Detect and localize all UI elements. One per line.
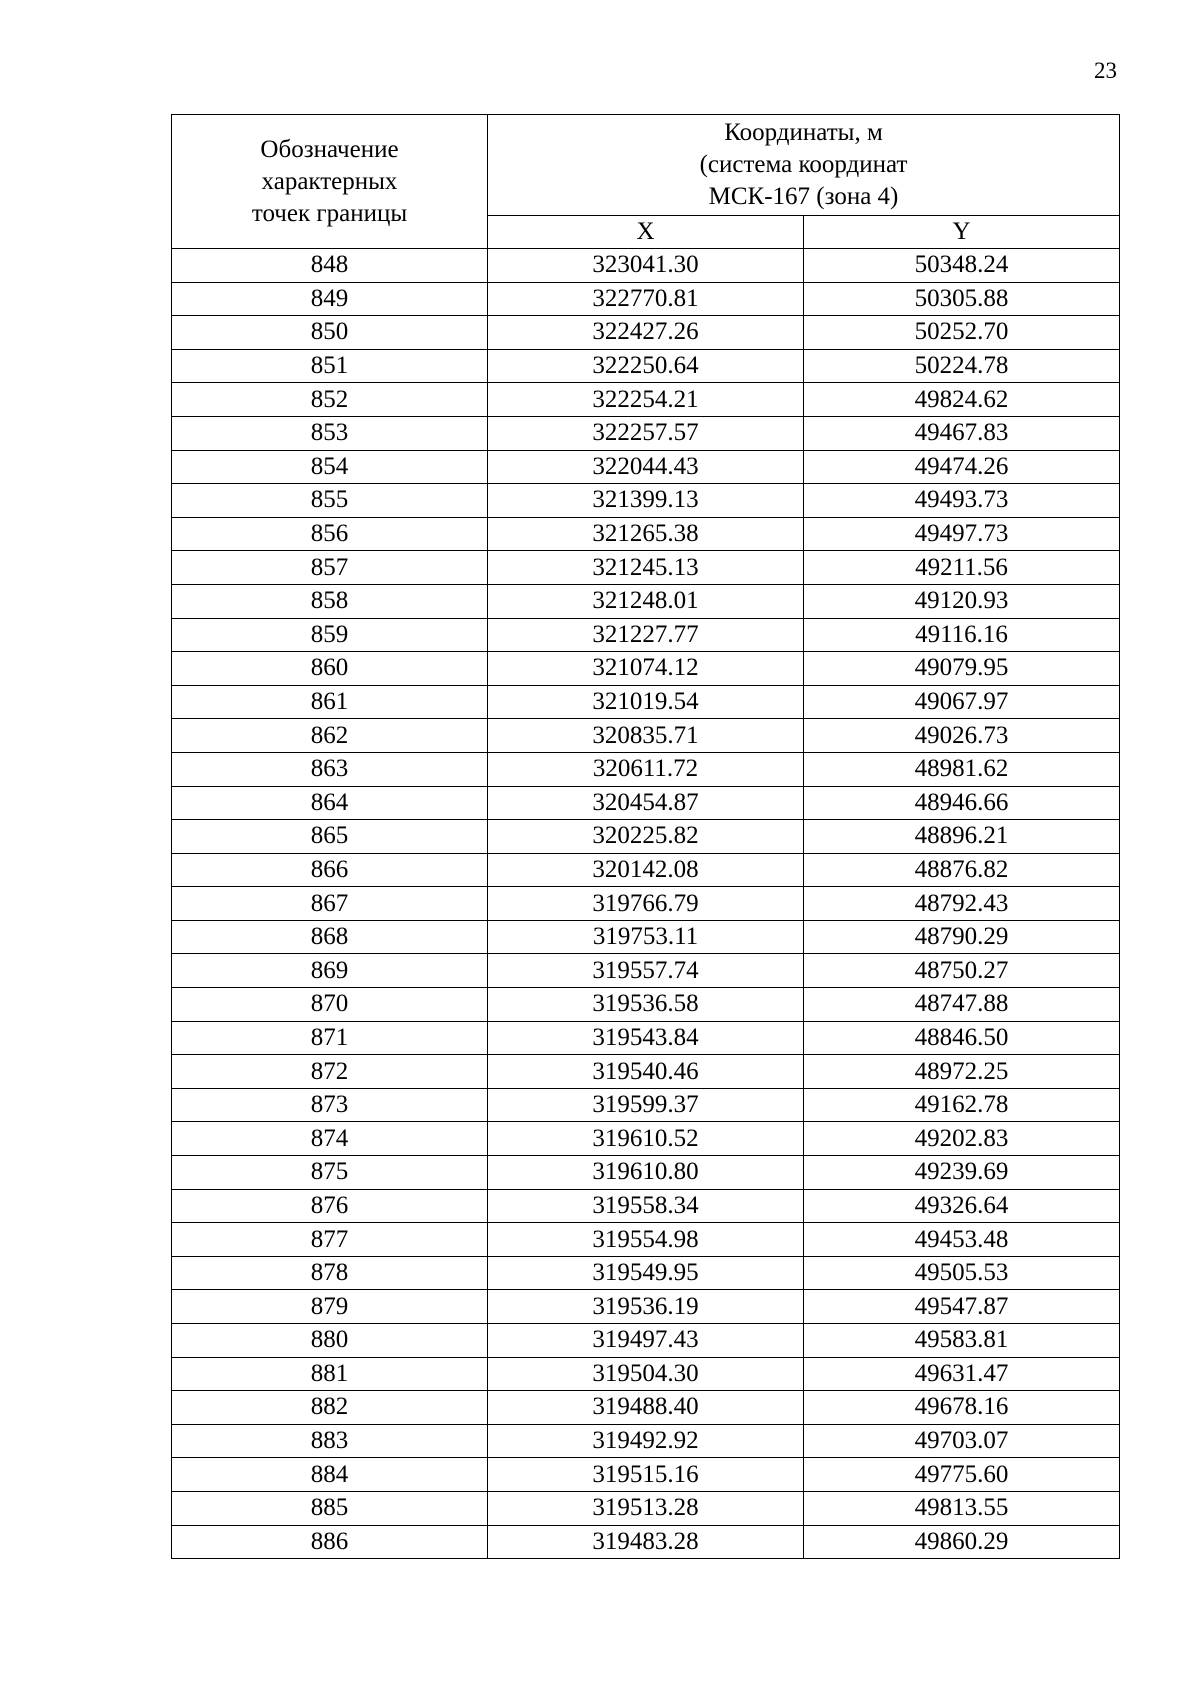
cell-y: 48747.88: [804, 988, 1120, 1022]
cell-y: 48750.27: [804, 954, 1120, 988]
cell-point: 857: [172, 551, 488, 585]
table-row: [172, 1088, 1120, 1122]
cell-point: 862: [172, 719, 488, 753]
cell-y: 48876.82: [804, 853, 1120, 887]
table-row: [172, 1458, 1120, 1492]
table-row: [172, 316, 1120, 350]
table-row: [172, 652, 1120, 686]
header-coordinates-group: [488, 115, 1120, 216]
table-row: [172, 1189, 1120, 1223]
table-row: [172, 954, 1120, 988]
cell-y: 49067.97: [804, 685, 1120, 719]
table-body: [172, 249, 1120, 1559]
cell-x: 319488.40: [488, 1391, 804, 1425]
table-row: [172, 920, 1120, 954]
table-row: [172, 484, 1120, 518]
cell-point: 882: [172, 1391, 488, 1425]
cell-point: 877: [172, 1223, 488, 1257]
table-row: [172, 383, 1120, 417]
table-header: [172, 115, 1120, 249]
cell-x: 321227.77: [488, 618, 804, 652]
cell-y: 49505.53: [804, 1256, 1120, 1290]
cell-point: 854: [172, 450, 488, 484]
cell-x: 322770.81: [488, 282, 804, 316]
table-row: [172, 1525, 1120, 1559]
cell-y: 50224.78: [804, 349, 1120, 383]
table-row: [172, 1324, 1120, 1358]
cell-point: 884: [172, 1458, 488, 1492]
cell-x: 321245.13: [488, 551, 804, 585]
cell-x: 319492.92: [488, 1424, 804, 1458]
cell-point: 873: [172, 1088, 488, 1122]
cell-x: 320454.87: [488, 786, 804, 820]
cell-point: 870: [172, 988, 488, 1022]
table-row: [172, 1290, 1120, 1324]
table-row: [172, 1424, 1120, 1458]
cell-y: 49813.55: [804, 1491, 1120, 1525]
table-row: [172, 349, 1120, 383]
cell-point: 868: [172, 920, 488, 954]
cell-x: 320611.72: [488, 752, 804, 786]
cell-y: 49497.73: [804, 517, 1120, 551]
table-row: [172, 786, 1120, 820]
cell-x: 323041.30: [488, 249, 804, 283]
table-row: [172, 1223, 1120, 1257]
header-point-line-2: характерных: [261, 167, 398, 195]
cell-x: 319504.30: [488, 1357, 804, 1391]
cell-y: 48972.25: [804, 1055, 1120, 1089]
table-row: [172, 618, 1120, 652]
cell-x: 319557.74: [488, 954, 804, 988]
table-row: [172, 752, 1120, 786]
cell-x: 322427.26: [488, 316, 804, 350]
table-row: [172, 988, 1120, 1022]
table-row: [172, 853, 1120, 887]
cell-point: 878: [172, 1256, 488, 1290]
cell-y: 48981.62: [804, 752, 1120, 786]
cell-y: 49120.93: [804, 584, 1120, 618]
cell-x: 319543.84: [488, 1021, 804, 1055]
table-row: [172, 1122, 1120, 1156]
cell-y: 49474.26: [804, 450, 1120, 484]
cell-y: 49583.81: [804, 1324, 1120, 1358]
cell-y: 49162.78: [804, 1088, 1120, 1122]
cell-x: 320835.71: [488, 719, 804, 753]
cell-y: 48846.50: [804, 1021, 1120, 1055]
table-row: [172, 584, 1120, 618]
cell-point: 859: [172, 618, 488, 652]
cell-point: 866: [172, 853, 488, 887]
table-row: [172, 1391, 1120, 1425]
cell-y: 50348.24: [804, 249, 1120, 283]
cell-y: 49631.47: [804, 1357, 1120, 1391]
cell-y: 49493.73: [804, 484, 1120, 518]
table-row: [172, 249, 1120, 283]
table-row: [172, 1357, 1120, 1391]
cell-x: 320225.82: [488, 820, 804, 854]
table-row: [172, 887, 1120, 921]
cell-point: 856: [172, 517, 488, 551]
header-coords-line-1: Координаты, м: [724, 118, 883, 146]
cell-y: 49775.60: [804, 1458, 1120, 1492]
table-row: [172, 1055, 1120, 1089]
header-x: X: [488, 215, 804, 249]
cell-point: 869: [172, 954, 488, 988]
cell-point: 886: [172, 1525, 488, 1559]
cell-point: 885: [172, 1491, 488, 1525]
cell-x: 321399.13: [488, 484, 804, 518]
cell-point: 881: [172, 1357, 488, 1391]
cell-x: 322250.64: [488, 349, 804, 383]
cell-y: 50252.70: [804, 316, 1120, 350]
cell-point: 867: [172, 887, 488, 921]
cell-point: 883: [172, 1424, 488, 1458]
cell-point: 851: [172, 349, 488, 383]
cell-y: 49116.16: [804, 618, 1120, 652]
cell-point: 872: [172, 1055, 488, 1089]
cell-x: 319766.79: [488, 887, 804, 921]
table-row: [172, 1021, 1120, 1055]
table-row: [172, 1156, 1120, 1190]
cell-x: 319558.34: [488, 1189, 804, 1223]
cell-y: 48896.21: [804, 820, 1120, 854]
cell-point: 860: [172, 652, 488, 686]
cell-x: 319515.16: [488, 1458, 804, 1492]
cell-y: 49467.83: [804, 416, 1120, 450]
cell-point: 848: [172, 249, 488, 283]
cell-x: 319554.98: [488, 1223, 804, 1257]
header-point-line-3: точек границы: [251, 199, 408, 227]
cell-point: 855: [172, 484, 488, 518]
cell-point: 853: [172, 416, 488, 450]
cell-x: 319599.37: [488, 1088, 804, 1122]
cell-point: 849: [172, 282, 488, 316]
cell-x: 321265.38: [488, 517, 804, 551]
cell-y: 48946.66: [804, 786, 1120, 820]
cell-point: 879: [172, 1290, 488, 1324]
cell-x: 319610.52: [488, 1122, 804, 1156]
cell-point: 850: [172, 316, 488, 350]
cell-point: 863: [172, 752, 488, 786]
cell-point: 880: [172, 1324, 488, 1358]
header-point-designation: [172, 115, 488, 249]
cell-point: 858: [172, 584, 488, 618]
cell-x: 319483.28: [488, 1525, 804, 1559]
cell-y: 49678.16: [804, 1391, 1120, 1425]
cell-y: 49860.29: [804, 1525, 1120, 1559]
cell-y: 49211.56: [804, 551, 1120, 585]
cell-y: 49079.95: [804, 652, 1120, 686]
cell-point: 861: [172, 685, 488, 719]
table-row: [172, 551, 1120, 585]
cell-y: 48790.29: [804, 920, 1120, 954]
cell-x: 319497.43: [488, 1324, 804, 1358]
cell-point: 875: [172, 1156, 488, 1190]
table-row: [172, 1256, 1120, 1290]
cell-x: 319513.28: [488, 1491, 804, 1525]
cell-y: 49824.62: [804, 383, 1120, 417]
cell-x: 322257.57: [488, 416, 804, 450]
cell-point: 876: [172, 1189, 488, 1223]
cell-x: 320142.08: [488, 853, 804, 887]
table-row: [172, 517, 1120, 551]
cell-y: 49026.73: [804, 719, 1120, 753]
cell-point: 871: [172, 1021, 488, 1055]
cell-y: 49547.87: [804, 1290, 1120, 1324]
table-row: [172, 685, 1120, 719]
cell-x: 319540.46: [488, 1055, 804, 1089]
page-number: 23: [1094, 58, 1117, 83]
header-point-line-1: Обозначение: [260, 135, 399, 163]
cell-point: 864: [172, 786, 488, 820]
cell-point: 865: [172, 820, 488, 854]
cell-y: 50305.88: [804, 282, 1120, 316]
cell-y: 48792.43: [804, 887, 1120, 921]
table-row: [172, 820, 1120, 854]
cell-x: 322044.43: [488, 450, 804, 484]
cell-x: 319536.19: [488, 1290, 804, 1324]
coordinates-table: [171, 114, 1120, 1559]
cell-x: 322254.21: [488, 383, 804, 417]
cell-y: 49239.69: [804, 1156, 1120, 1190]
cell-point: 874: [172, 1122, 488, 1156]
cell-x: 321248.01: [488, 584, 804, 618]
header-y: Y: [804, 215, 1120, 249]
cell-x: 321019.54: [488, 685, 804, 719]
cell-x: 321074.12: [488, 652, 804, 686]
table-row: [172, 450, 1120, 484]
table-row: [172, 416, 1120, 450]
table-row: [172, 719, 1120, 753]
header-coords-line-3: МСК-167 (зона 4): [708, 182, 899, 210]
cell-y: 49202.83: [804, 1122, 1120, 1156]
table-row: [172, 282, 1120, 316]
cell-x: 319549.95: [488, 1256, 804, 1290]
cell-x: 319536.58: [488, 988, 804, 1022]
cell-y: 49703.07: [804, 1424, 1120, 1458]
cell-y: 49453.48: [804, 1223, 1120, 1257]
cell-point: 852: [172, 383, 488, 417]
cell-x: 319753.11: [488, 920, 804, 954]
header-coords-line-2: (система координат: [699, 150, 908, 178]
cell-y: 49326.64: [804, 1189, 1120, 1223]
cell-x: 319610.80: [488, 1156, 804, 1190]
table-row: [172, 1491, 1120, 1525]
